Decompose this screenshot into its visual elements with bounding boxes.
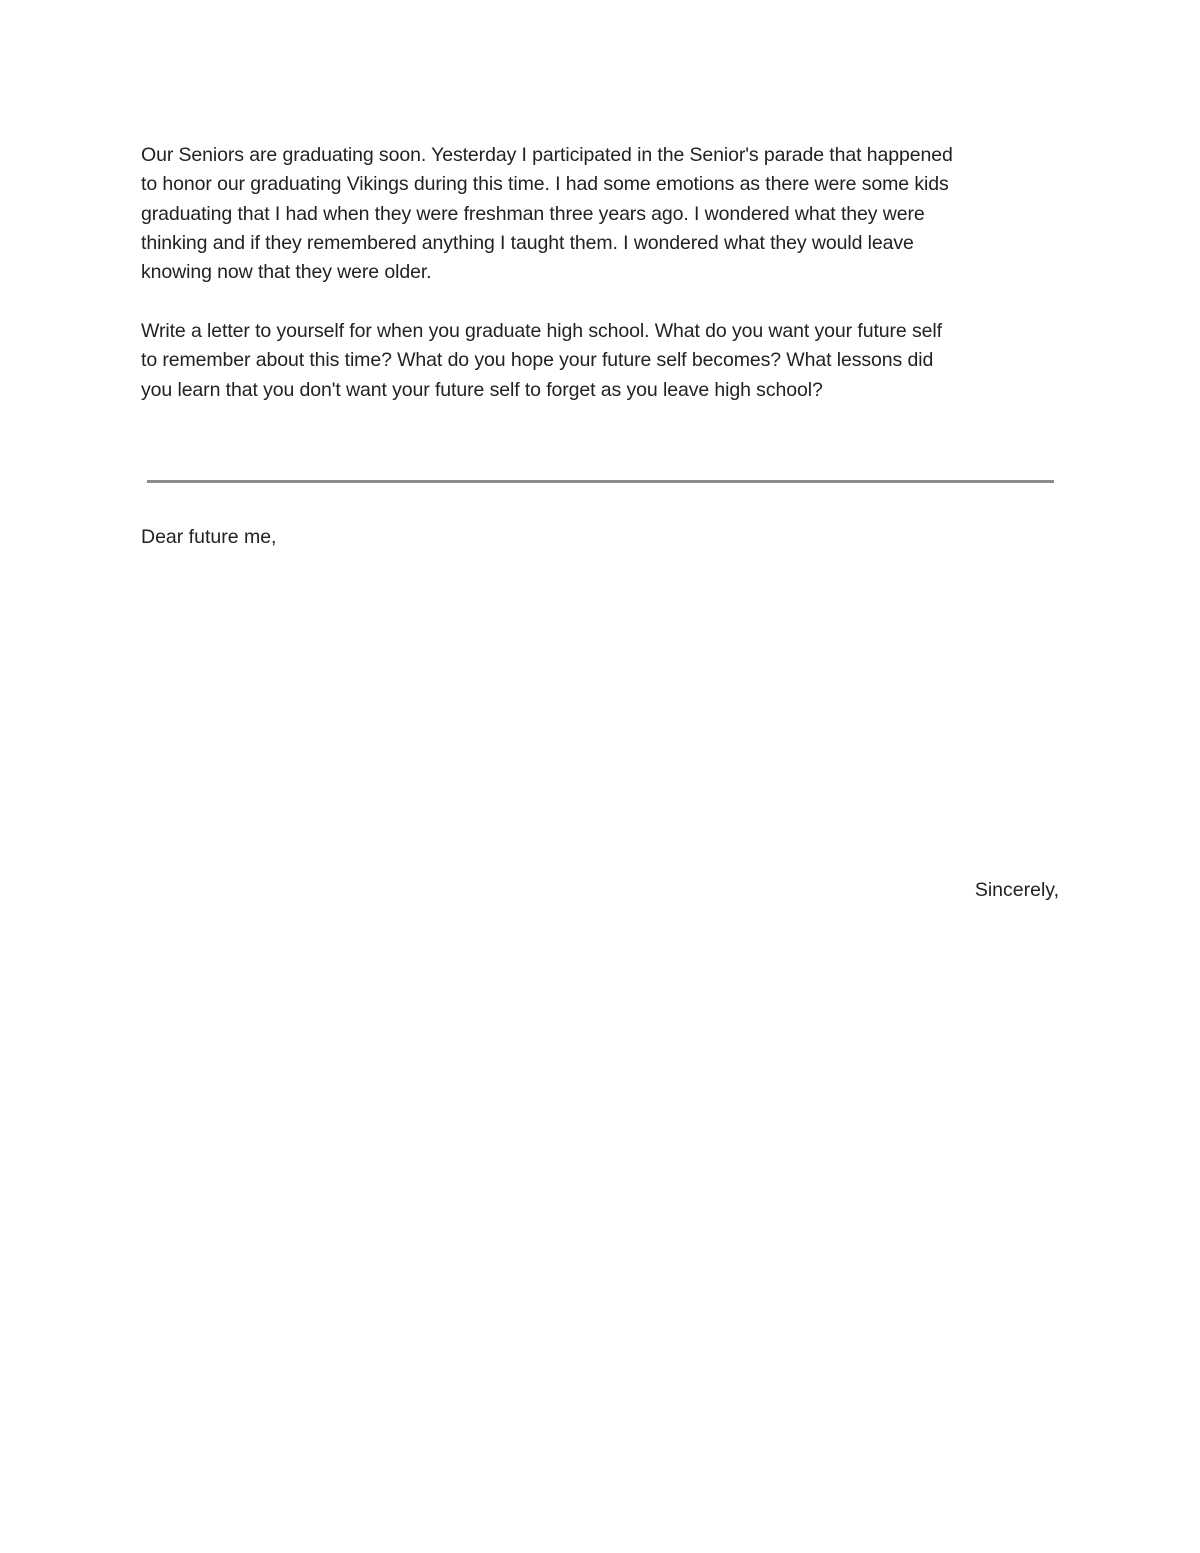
horizontal-divider (147, 480, 1054, 483)
letter-salutation[interactable]: Dear future me, (141, 526, 277, 548)
intro-line: Our Seniors are graduating soon. Yesterday I participated in the Senior's parade that happened (141, 144, 953, 166)
intro-line: graduating that I had when they were freshman three years ago. I wondered what they were (141, 202, 925, 225)
intro-line: thinking and if they remembered anything I taught them. I wondered what they would leave (141, 231, 914, 254)
prompt-paragraph (141, 317, 1061, 405)
prompt-line: Write a letter to yourself for when you graduate high school. What do you want your future self (141, 320, 942, 342)
letter-closing[interactable]: Sincerely, (974, 879, 1059, 901)
prompt-line: to remember about this time? What do you hope your future self becomes? What lessons did (141, 349, 934, 372)
intro-paragraph (141, 141, 1061, 287)
prompt-line: you learn that you don't want your future self to forget as you leave high school? (141, 378, 823, 401)
intro-line: knowing now that they were older. (141, 261, 432, 284)
intro-line: to honor our graduating Vikings during this time. I had some emotions as there were some kids (141, 173, 949, 196)
